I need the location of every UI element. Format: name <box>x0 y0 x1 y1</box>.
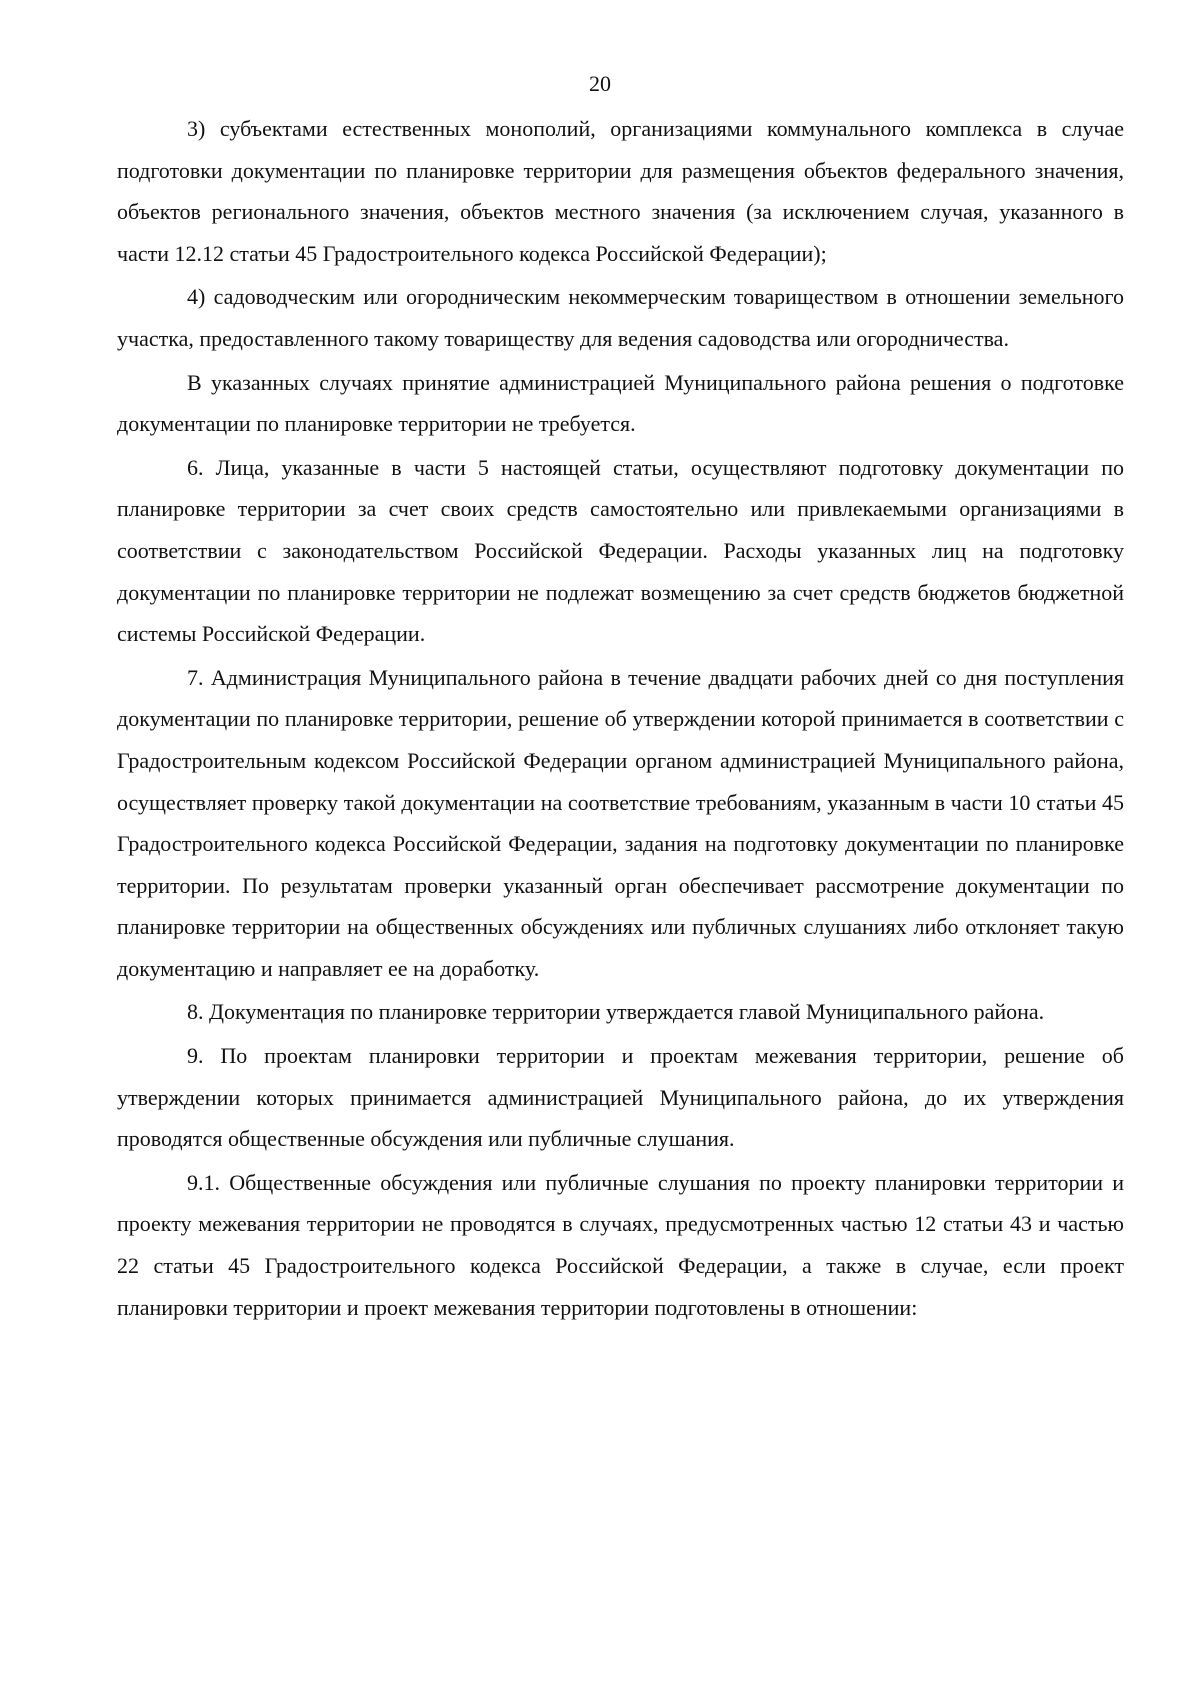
paragraph-part-6: 6. Лица, указанные в части 5 настоящей статьи, осуществляют подготовку документации по планировке территории за счет своих средств самостоятельно или привлекаемыми организациями в соответствии с законодательством Российской Федерации. Расходы указанных лиц на подготовку документации по планировке территории не подлежат возмещению за счет средств бюджетов бюджетной системы Российской Федерации. <box>117 454 1124 647</box>
paragraph-item-4: 4) садоводческим или огородническим некоммерческим товариществом в отношении земельного участка, предоставленного такому товариществу для ведения садоводства или огородничества. <box>117 284 1124 351</box>
paragraph-part-9-1: 9.1. Общественные обсуждения или публичные слушания по проекту планировки территории и проекту межевания территории не проводятся в случаях, предусмотренных частью 12 статьи 43 и частью 22 статьи 45 Градостроительного кодекса Российской Федерации, а также в случае, если проект планировки территории и проект межевания территории подготовлены в отношении: <box>117 1169 1124 1320</box>
page-number: 20 <box>589 71 611 96</box>
document-body <box>117 108 1124 1330</box>
paragraph-part-8: 8. Документация по планировке территории утверждается главой Муниципального района. <box>187 999 1045 1025</box>
paragraph-no-decision-required: В указанных случаях принятие администрацией Муниципального района решения о подготовке документации по планировке территории не требуется. <box>117 369 1124 437</box>
paragraph-part-9: 9. По проектам планировки территории и проектам межевания территории, решение об утверждении которых принимается администрацией Муниципального района, до их утверждения проводятся общественные обсуждения или публичные слушания. <box>117 1043 1124 1152</box>
paragraph-part-7: 7. Администрация Муниципального района в течение двадцати рабочих дней со дня поступления документации по планировке территории, решение об утверждении которой принимается в соответствии с Градостроительным кодексом Российской Федерации органом администрацией Муниципального района, осуществляет проверку такой документации на соответствие требованиям, указанным в части 10 статьи 45 Градостроительного кодекса Российской Федерации, задания на подготовку документации по планировке территории. По результатам проверки указанный орган обеспечивает рассмотрение документации по планировке территории на общественных обсуждениях или публичных слушаниях либо отклоняет такую документацию и направляет ее на доработку. <box>117 664 1124 981</box>
paragraph-item-3: 3) субъектами естественных монополий, организациями коммунального комплекса в случае подготовки документации по планировке территории для размещения объектов федерального значения, объектов регионального значения, объектов местного значения (за исключением случая, указанного в части 12.12 статьи 45 Градостроительного кодекса Российской Федерации); <box>117 116 1124 266</box>
